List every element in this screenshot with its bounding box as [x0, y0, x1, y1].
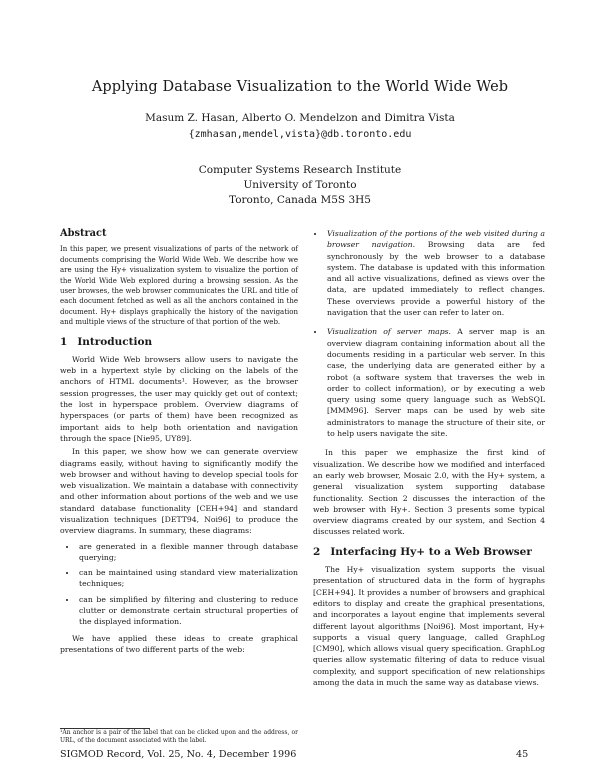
paragraph: The Hy+ visualization system supports the visual presentation of structured data in the form of hygraphs [CEH+94]. It provides a number of browsers and graphical editors to display and create the graphical presentations, and incorporates a layout engine that implements several different layout algorithms [Noi96]. Most important, Hy+ supports a visual query language, called GraphLog [CM90], which allows visual query specification. GraphLog queries allow systematic filtering of data to reduce visual complexity, and support specification of new relationships among the data in much the same way as database views.	[313, 565, 545, 687]
authors: Masum Z. Hasan, Alberto O. Mendelzon and Dimitra Vista	[145, 112, 455, 124]
list-item-text: Browsing data are fed synchronously by the web browser to a database system. The database is updated with this information and all active visualizations, defined as views over the data, are updated immediately to reflect changes. These overviews provide a powerful history of the navigation that the user can refer to later on.	[327, 240, 545, 318]
paragraph: World Wide Web browsers allow users to navigate the web in a hypertext style by clicking on the labels of the anchors of HTML documents¹. However, as the browser session progresses, the user may quickly get out of context; the lost in hyperspace problem. Overview diagrams of hyperspaces (or parts of them) have been recognized as important aids to help both orientation and navigation through the space [Nie95, UY89].	[60, 354, 298, 443]
author-emails: {zmhasan,mendel,vista}@db.toronto.edu	[188, 129, 412, 140]
abstract-heading: Abstract	[60, 228, 107, 239]
affiliation	[0, 163, 600, 208]
bullet-list	[60, 541, 298, 628]
page-number: 45	[516, 749, 529, 760]
right-column	[313, 228, 545, 690]
paragraph: In this paper we emphasize the first kind of visualization. We describe how we modified and interfaced an early web browser, Mosaic 2.0, with the Hy+ system, a general visualization system supporting database functionality. Section 2 discusses the interaction of the web browser with Hy+. Section 3 presents some typical overview diagrams created by our system, and Section 4 discusses related work.	[313, 448, 545, 537]
list-item: • can be maintained using standard view materialization techniques;	[77, 567, 298, 590]
journal-footer: SIGMOD Record, Vol. 25, No. 4, December 1996	[60, 749, 297, 760]
section-number: 1	[60, 335, 68, 348]
footnote: ¹An anchor is a pair of the label that can be clicked upon and the address, or URL, of the document associated with the label.	[60, 729, 298, 744]
paragraph: In this paper, we show how we can generate overview diagrams easily, without having to significantly modify the web browser and without having to develop special tools for web visualization. We maintain a database with connectivity and other information about portions of the web and we use standard database functionality [CEH+94] and standard visualization techniques [DETT94, Noi96] to produce the overview diagrams. In summary, these diagrams:	[60, 447, 298, 536]
affiliation-line: Computer Systems Research Institute	[198, 164, 402, 176]
list-item-lead: Visualization of server maps.	[327, 327, 452, 337]
section-heading	[313, 547, 545, 558]
list-item	[325, 228, 545, 318]
paper-title: Applying Database Visualization to the World Wide Web	[91, 79, 509, 95]
paragraph: We have applied these ideas to create graphical presentations of two different parts of the web:	[60, 633, 298, 654]
section-number: 2	[313, 545, 321, 558]
list-item: • can be simplified by filtering and clustering to reduce clutter or demonstrate certain structural properties of the displayed information.	[77, 594, 298, 628]
bullet-list	[313, 228, 545, 439]
affiliation-line: University of Toronto	[243, 179, 357, 191]
list-item: • are generated in a flexible manner through database querying;	[77, 541, 298, 564]
list-item-lead: Visualization of the portions of the web visited during a browser navigation.	[327, 229, 545, 250]
abstract-text: In this paper, we present visualizations of parts of the network of documents comprising the World Wide Web. We describe how we are using the Hy+ visualization system to visualize the portion of the World Wide Web explored during a browsing session. As the user browses, the web browser communicates the URL and title of each document fetched as well as all the anchors contained in the document. Hy+ displays graphically the history of the navigation and multiple views of the structure of that portion of the web.	[60, 245, 298, 327]
section-heading	[60, 337, 298, 348]
section-title: Introduction	[77, 335, 153, 348]
section-title: Interfacing Hy+ to a Web Browser	[330, 545, 532, 558]
left-column	[60, 228, 298, 657]
list-item-text: A server map is an overview diagram containing information about all the documents residing in a particular web server. In this case, the underlying data are generated either by a robot (a software system that traverses the web in order to collect information), or by executing a web query using some query language such as WebSQL [MMM96]. Server maps can be used by web site administrators to manage the structure of their site, or to help users navigate the site.	[327, 327, 545, 439]
list-item	[325, 326, 545, 439]
affiliation-line: Toronto, Canada M5S 3H5	[229, 194, 371, 206]
